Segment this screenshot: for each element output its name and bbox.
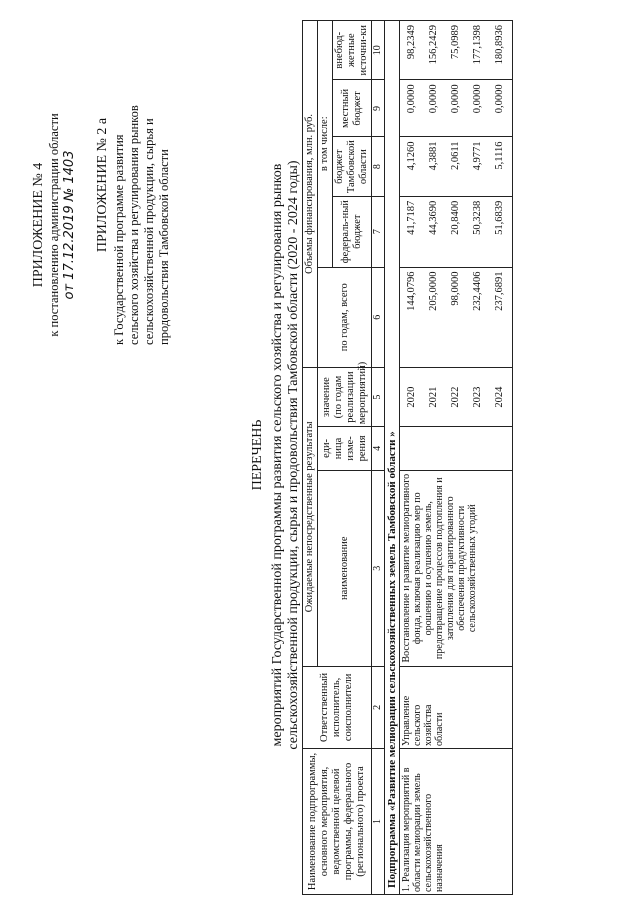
federal-value: 51,6839 <box>494 200 505 235</box>
local-cell <box>400 80 513 137</box>
header-financing: Объемы финансирования, млн. руб. <box>303 21 318 368</box>
header-total-by-years: по годам, всего <box>318 267 372 367</box>
appendix-4-header <box>30 15 77 435</box>
extrabudgetary-value: 98,2349 <box>406 25 417 60</box>
measures-table <box>302 20 513 895</box>
year-value: 2024 <box>494 386 505 408</box>
total-value: 205,0000 <box>428 271 439 311</box>
measure-name-cell <box>400 748 513 894</box>
total-value: 98,0000 <box>450 271 461 306</box>
total-cell <box>400 267 513 367</box>
appendix-4-title: ПРИЛОЖЕНИЕ № 4 <box>31 162 46 288</box>
extrabudgetary-value: 180,8936 <box>494 25 505 65</box>
appendix-4-reference: к постановлению администрации области <box>47 113 61 337</box>
header-program-name: Наименование подпрограммы, основного мероприятия, ведомственной целевой программы, федерального (регионального) проекта <box>303 748 372 894</box>
local-value: 0,0000 <box>494 84 505 114</box>
column-number: 7 <box>372 196 385 267</box>
header-local-budget: местный бюджет <box>333 80 372 137</box>
regional-cell <box>400 137 513 196</box>
regional-value: 4,9771 <box>472 141 483 171</box>
local-value: 0,0000 <box>472 84 483 114</box>
appendix-2a-line: сельского хозяйства и регулирования рынков <box>127 105 141 345</box>
federal-value: 44,3690 <box>428 200 439 235</box>
column-number: 4 <box>372 427 385 470</box>
column-number: 3 <box>372 470 385 666</box>
header-federal-budget: федераль-ный бюджет <box>333 196 372 267</box>
measure-name: Реализация мероприятий в области мелиорации земель сельскохозяйственного назначения <box>401 767 445 892</box>
federal-value: 41,7187 <box>406 200 417 235</box>
appendix-4-date-number: от 17.12.2019 № 1403 <box>62 150 77 300</box>
document-subtitle-line: мероприятий Государственной программы развития сельского хозяйства и регулирования рынков <box>270 163 285 747</box>
total-value: 232,4406 <box>472 271 483 311</box>
executor-cell: Управление сельского хозяйства области <box>400 666 513 748</box>
header-regional-budget: бюджет Тамбовской области <box>333 137 372 196</box>
extrabudgetary-value: 75,0989 <box>450 25 461 60</box>
document-heading: ПЕРЕЧЕНЬ <box>250 419 265 491</box>
extrabudgetary-value: 156,2429 <box>428 25 439 65</box>
header-including: в том числе: <box>318 21 333 268</box>
local-value: 0,0000 <box>406 84 417 114</box>
header-result-name: наименование <box>318 470 372 666</box>
document-subtitle-line: сельскохозяйственной продукции, сырья и продовольствия Тамбовской области (2020 - 2024 годы) <box>286 160 301 750</box>
total-value: 144,0796 <box>406 271 417 311</box>
extrabudgetary-cell <box>400 21 513 80</box>
year-value: 2021 <box>428 386 439 408</box>
federal-value: 20,8400 <box>450 200 461 235</box>
regional-value: 5,1116 <box>494 141 505 170</box>
header-extrabudgetary: внебюд-жетные источни-ки <box>333 21 372 80</box>
header-unit: еди-ница изме-рения <box>318 427 372 470</box>
column-number: 8 <box>372 137 385 196</box>
year-value: 2020 <box>406 386 417 408</box>
federal-cell <box>400 196 513 267</box>
appendix-2a-header <box>95 25 172 345</box>
result-description-cell: Восстановление и развитие мелиоративного фонда, включая реализацию мер по орошению и осушению земель, предотвращение процессов подтопления и затопления для гарантированного обеспечения продуктивности сельскохозяйственных угодий <box>400 470 513 666</box>
column-number: 10 <box>372 21 385 80</box>
column-number: 1 <box>372 748 385 894</box>
year-value: 2022 <box>450 386 461 408</box>
column-number: 5 <box>372 367 385 426</box>
regional-value: 4,3881 <box>428 141 439 171</box>
subprogram-title: Подпрограмма «Развитие мелиорации сельскохозяйственных земель Тамбовской области » <box>385 21 400 895</box>
document-title <box>250 45 302 865</box>
header-executor: Ответственный исполнитель, соисполнители <box>303 666 372 748</box>
header-value: значение (по годам реализации мероприятий) <box>318 367 372 426</box>
subprogram-row <box>385 21 400 895</box>
column-number: 9 <box>372 80 385 137</box>
extrabudgetary-value: 177,1398 <box>472 25 483 65</box>
column-numbers-row <box>372 21 385 895</box>
unit-cell <box>400 427 513 470</box>
appendix-2a-line: к Государственной программе развития <box>112 134 126 345</box>
header-expected-results: Ожидаемые непосредственные результаты <box>303 367 318 666</box>
year-value: 2023 <box>472 386 483 408</box>
federal-value: 50,3238 <box>472 200 483 235</box>
appendix-2a-title: ПРИЛОЖЕНИЕ № 2 а <box>95 117 110 253</box>
total-value: 237,6891 <box>494 271 505 311</box>
table-row <box>400 21 513 895</box>
regional-value: 2,0611 <box>450 141 461 170</box>
local-value: 0,0000 <box>428 84 439 114</box>
years-cell <box>400 367 513 426</box>
column-number: 6 <box>372 267 385 367</box>
local-value: 0,0000 <box>450 84 461 114</box>
appendix-2a-line: сельскохозяйственной продукции, сырья и <box>142 118 156 345</box>
regional-value: 4,1260 <box>406 141 417 171</box>
row-number: 1. <box>401 884 412 892</box>
appendix-2a-line: продовольствия Тамбовской области <box>157 149 171 345</box>
column-number: 2 <box>372 666 385 748</box>
